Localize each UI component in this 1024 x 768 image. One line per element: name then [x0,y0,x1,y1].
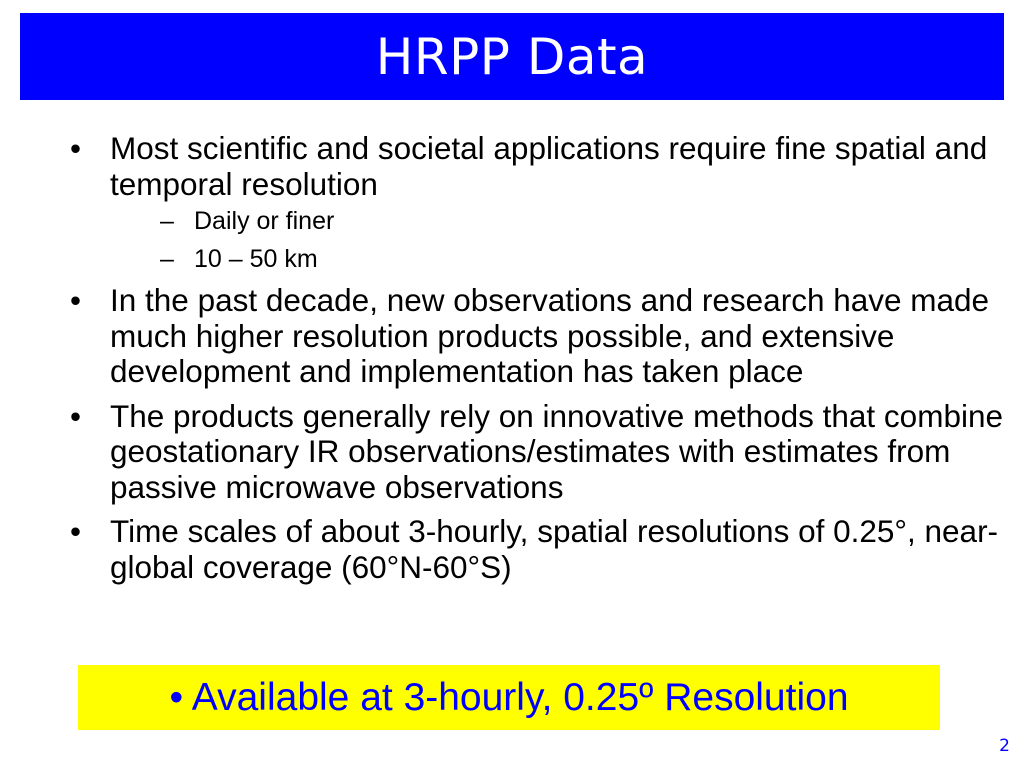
title-bar [20,13,1004,100]
bullet-dot: • [70,130,82,166]
bullet-text: Most scientific and societal applications require fine spatial and temporal resolution [110,130,988,202]
bullet-list [70,131,1005,594]
sub-bullet-dash: – [160,245,174,273]
bullet-item [70,131,1005,274]
bullet-dot: • [70,282,82,318]
bullet-dot: • [70,397,82,434]
bullet-text: The products generally rely on innovative methods that combine geostationary IR observations/estimates with estimates from passive microwave observations [110,397,1003,505]
callout-box [78,665,940,730]
sub-bullet-item [110,207,1005,236]
slide-title: HRPP Data [375,27,649,86]
slide-number: 2 [999,736,1010,756]
callout-text: • Available at 3-hourly, 0.25º Resolution [169,675,849,719]
bullet-item [70,399,1005,506]
sub-bullet-dash: – [160,207,174,235]
bullet-item [70,283,1005,390]
sub-bullet-item [110,245,1005,274]
sub-bullet-text: Daily or finer [194,207,335,235]
bullet-dot: • [70,513,82,549]
bullet-text: In the past decade, new observations and research have made much higher resolution products possible, and extensive development and implementation has taken place [110,282,990,389]
bullet-text: Time scales of about 3-hourly, spatial resolutions of 0.25°, near-global coverage (60°N-60°S) [110,513,999,585]
sub-bullet-text: 10 – 50 km [194,245,318,273]
sub-bullet-list [110,207,1005,274]
bullet-item [70,514,1005,585]
